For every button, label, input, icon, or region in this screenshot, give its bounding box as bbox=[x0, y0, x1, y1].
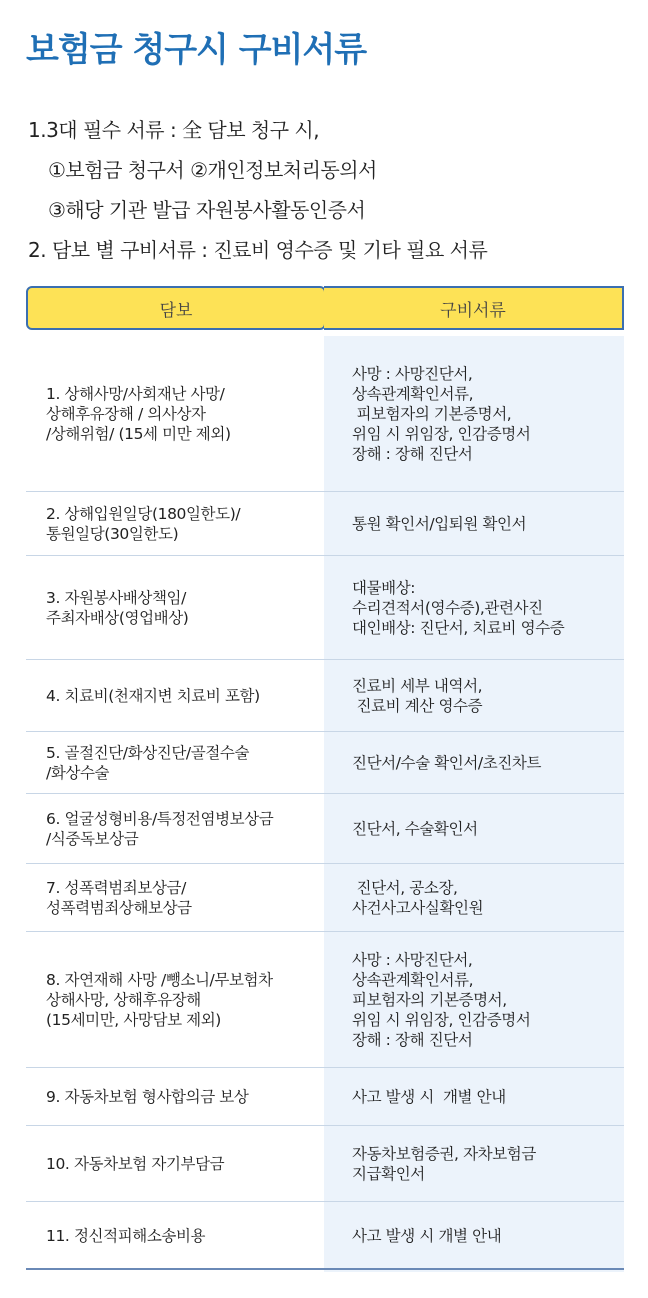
required-docs-cell bbox=[324, 556, 624, 659]
required-docs-text-line: 진료비 계산 영수증 bbox=[352, 696, 483, 715]
required-docs-cell bbox=[324, 492, 624, 555]
required-docs-text-line: 피보험자의 기본증명서, bbox=[352, 990, 507, 1009]
table-row bbox=[26, 794, 624, 864]
required-docs-cell bbox=[324, 932, 624, 1067]
coverage-text-line: /식중독보상금 bbox=[46, 829, 139, 848]
coverage-text-line: 성폭력범죄상해보상금 bbox=[46, 898, 192, 917]
required-docs-text-line: 상속관계확인서류, bbox=[352, 384, 474, 403]
required-docs-text-line: 진단서, 수술확인서 bbox=[352, 819, 478, 838]
coverage-text-line: 상해사망, 상해후유장해 bbox=[46, 990, 201, 1009]
coverage-text-line: 9. 자동차보험 형사합의금 보상 bbox=[46, 1087, 249, 1106]
required-docs-text-line: 위임 시 위임장, 인감증명서 bbox=[352, 1010, 531, 1029]
required-docs-text-line: 진단서, 공소장, bbox=[352, 878, 458, 897]
required-docs-cell bbox=[324, 1068, 624, 1125]
page-title: 보험금 청구시 구비서류 bbox=[26, 30, 367, 70]
required-docs-text-line: 장해 : 장해 진단서 bbox=[352, 1030, 473, 1049]
required-docs-text-line: 수리견적서(영수증),관련사진 bbox=[352, 598, 543, 617]
coverage-text-line: 10. 자동차보험 자기부담금 bbox=[46, 1154, 225, 1173]
required-docs-text-line: 사망 : 사망진단서, bbox=[352, 950, 473, 969]
required-docs-cell bbox=[324, 336, 624, 491]
required-docs-text-line: 사건사고사실확인원 bbox=[352, 898, 484, 917]
required-docs-text-line: 피보험자의 기본증명서, bbox=[352, 404, 512, 423]
bottom-divider bbox=[26, 1268, 624, 1270]
table-row bbox=[26, 556, 624, 660]
coverage-text-line: 5. 골절진단/화상진단/골절수술 bbox=[46, 743, 250, 762]
required-docs-text-line: 장해 : 장해 진단서 bbox=[352, 444, 473, 463]
header-required-docs: 구비서류 bbox=[324, 286, 624, 330]
coverage-cell bbox=[26, 1202, 324, 1270]
coverage-text-line: (15세미만, 사망담보 제외) bbox=[46, 1010, 221, 1029]
table-row bbox=[26, 336, 624, 492]
required-docs-text-line: 사고 발생 시 개별 안내 bbox=[352, 1087, 506, 1106]
coverage-cell bbox=[26, 932, 324, 1067]
coverage-cell bbox=[26, 794, 324, 863]
coverage-text-line: 2. 상해입원일당(180일한도)/ bbox=[46, 504, 241, 523]
coverage-text-line: 주최자배상(영업배상) bbox=[46, 608, 189, 627]
required-docs-text-line: 대물배상: bbox=[352, 578, 416, 597]
coverage-cell bbox=[26, 492, 324, 555]
coverage-cell bbox=[26, 556, 324, 659]
table-header bbox=[26, 286, 624, 332]
required-docs-cell bbox=[324, 1202, 624, 1270]
coverage-cell bbox=[26, 1126, 324, 1201]
coverage-text-line: /화상수술 bbox=[46, 763, 110, 782]
required-docs-cell bbox=[324, 794, 624, 863]
table-row bbox=[26, 732, 624, 794]
coverage-text-line: 6. 얼굴성형비용/특정전염병보상금 bbox=[46, 809, 274, 828]
coverage-text-line: 7. 성폭력범죄보상금/ bbox=[46, 878, 186, 897]
required-docs-text-line: 지급확인서 bbox=[352, 1164, 425, 1183]
coverage-cell bbox=[26, 336, 324, 491]
header-coverage: 담보 bbox=[26, 286, 326, 330]
table-row bbox=[26, 492, 624, 556]
required-docs-cell bbox=[324, 660, 624, 731]
table-row bbox=[26, 1126, 624, 1202]
required-docs-text-line: 통원 확인서/입퇴원 확인서 bbox=[352, 514, 527, 533]
required-docs-text-line: 자동차보험증권, 자차보험금 bbox=[352, 1144, 536, 1163]
coverage-cell bbox=[26, 660, 324, 731]
coverage-cell bbox=[26, 864, 324, 931]
required-docs-text-line: 진료비 세부 내역서, bbox=[352, 676, 483, 695]
intro-line-coverage-docs: 2. 담보 별 구비서류 : 진료비 영수증 및 기타 필요 서류 bbox=[28, 238, 488, 262]
required-docs-text-line: 대인배상: 진단서, 치료비 영수증 bbox=[352, 618, 565, 637]
intro-line-required-docs: 1.3대 필수 서류 : 全 담보 청구 시, bbox=[28, 118, 320, 142]
coverage-text-line: 통원일당(30일한도) bbox=[46, 524, 179, 543]
required-docs-text-line: 사망 : 사망진단서, bbox=[352, 364, 473, 383]
intro-notes bbox=[28, 110, 487, 270]
table-row bbox=[26, 660, 624, 732]
required-docs-text-line: 사고 발생 시 개별 안내 bbox=[352, 1227, 502, 1245]
coverage-text-line: 1. 상해사망/사회재난 사망/ bbox=[46, 384, 225, 403]
coverage-text-line: 8. 자연재해 사망 /뺑소니/무보험차 bbox=[46, 970, 273, 989]
table-row bbox=[26, 1068, 624, 1126]
required-docs-text-line: 상속관계확인서류, bbox=[352, 970, 474, 989]
coverage-text-line: /상해위험/ (15세 미만 제외) bbox=[46, 424, 231, 443]
required-docs-text-line: 진단서/수술 확인서/초진차트 bbox=[352, 753, 542, 772]
documents-table bbox=[26, 286, 624, 1245]
table-row bbox=[26, 1202, 624, 1270]
coverage-text-line: 상해후유장해 / 의사상자 bbox=[46, 404, 206, 423]
required-docs-cell bbox=[324, 732, 624, 793]
required-docs-text-line: 위임 시 위임장, 인감증명서 bbox=[352, 424, 531, 443]
table-row bbox=[26, 864, 624, 932]
intro-line-forms: ①보험금 청구서 ②개인정보처리동의서 bbox=[48, 158, 377, 182]
table-row bbox=[26, 932, 624, 1068]
coverage-text-line: 11. 정신적피해소송비용 bbox=[46, 1227, 206, 1245]
required-docs-cell bbox=[324, 1126, 624, 1201]
coverage-text-line: 4. 치료비(천재지변 치료비 포함) bbox=[46, 686, 260, 705]
coverage-cell bbox=[26, 1068, 324, 1125]
coverage-text-line: 3. 자원봉사배상책임/ bbox=[46, 588, 186, 607]
required-docs-cell bbox=[324, 864, 624, 931]
table-body bbox=[26, 336, 624, 1270]
intro-line-certificate: ③해당 기관 발급 자원봉사활동인증서 bbox=[48, 198, 366, 222]
coverage-cell bbox=[26, 732, 324, 793]
